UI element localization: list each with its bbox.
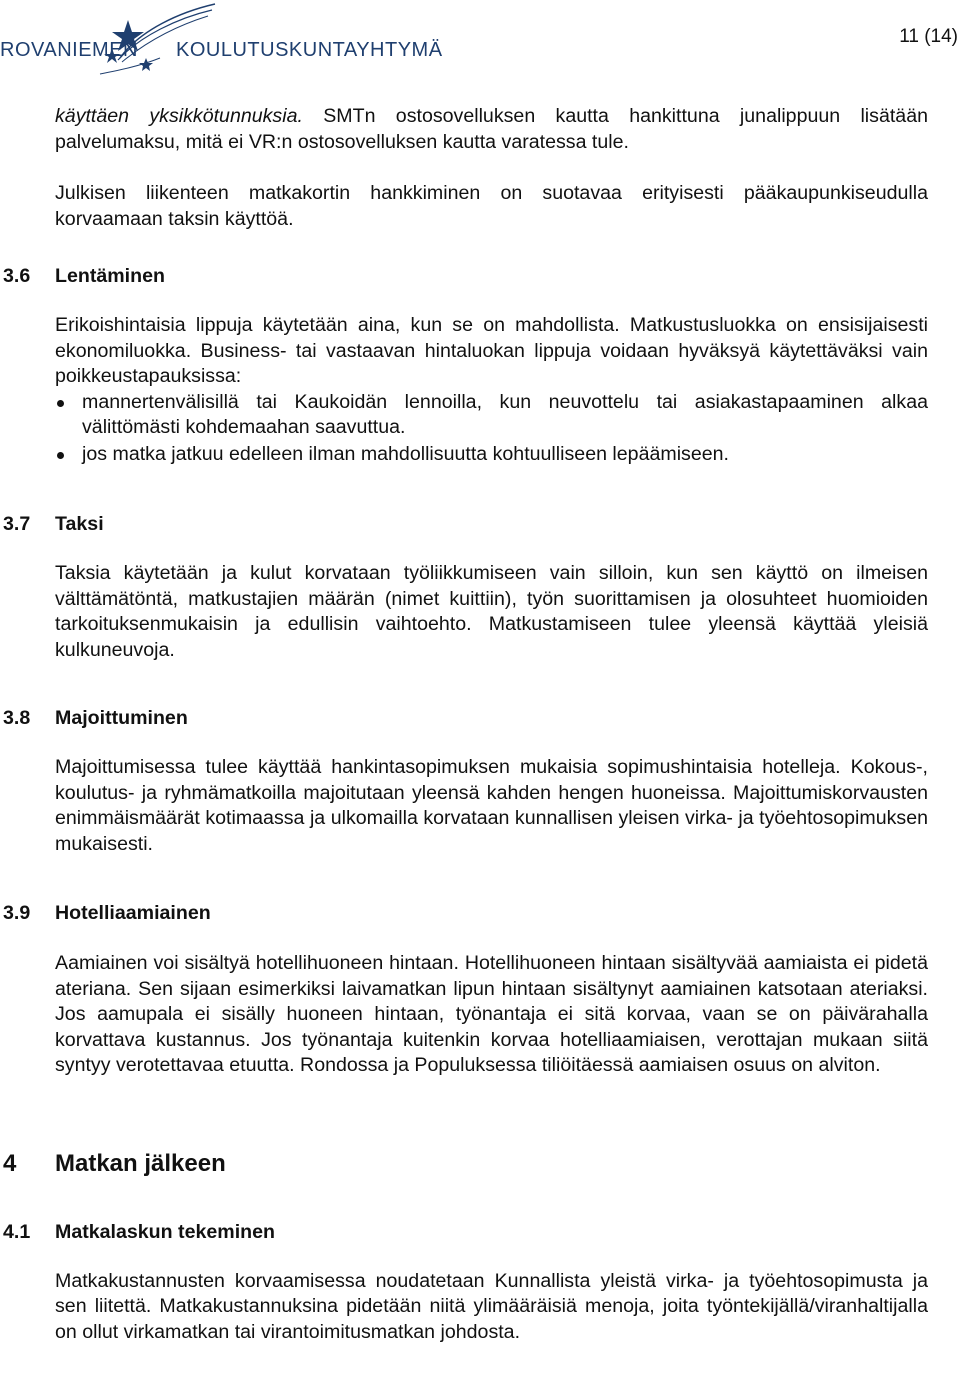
section-heading-3-9 [0, 901, 960, 927]
paragraph-taksi: Taksia käytetään ja kulut korvataan työliikkumiseen vain silloin, kun sen käyttö on ilmeisen välttämätöntä, matkustajien määrän (nimet kuittiin), työn suorittamisen ja olosuhteet huomioiden tarkoituksenmukaisin ja edullisin vaihtoehto. Matkustamiseen tulee yleensä käyttää yleisiä kulkuneuvoja. [55, 562, 928, 661]
page-number: 11 (14) [899, 26, 958, 47]
section-title: Majoittuminen [55, 706, 188, 729]
list-item: mannertenvälisillä tai Kaukoidän lennoilla, kun neuvottelu tai asiakastapaaminen alkaa välittömästi kohdemaahan saavuttua. [55, 390, 928, 441]
paragraph-hotelliaamiainen: Aamiainen voi sisältyä hotellihuoneen hintaan. Hotellihuoneen hintaan sisältyvää aamiaista ei pidetä ateriana. Sen sijaan esimerkiksi laivamatkan lipun hintaan sisältynyt aamiainen katsotaan ateriaksi. Jos aamupala ei sisälly huoneen hintaan, työnantaja ei sitä korvaa, vaan se on päivärahalla korvattava kustannus. Jos työnantaja kuitenkin korvaa hotelliaamiaisen, verottajan mukaan siitä syntyy verotettavaa etuutta. Rondossa ja Populuksessa tiliöitäessä aamiaisen osuus on alviton. [55, 952, 928, 1077]
section-title: Taksi [55, 512, 104, 535]
section-title: Matkalaskun tekeminen [55, 1221, 275, 1244]
section-number: 3.6 [3, 265, 31, 288]
section-number: 3.8 [3, 706, 31, 729]
page-header [0, 0, 960, 80]
paragraph-lentaminen: Erikoishintaisia lippuja käytetään aina, kun se on mahdollista. Matkustusluokka on ensisijaisesti ekonomiluokka. Business- tai vastaavan hintaluokan lippuja voidaan hyväksyä käytettäväksi vain poikkeustapauksissa: [55, 313, 928, 388]
section-title: Hotelliaamiainen [55, 902, 211, 925]
organization-logo [0, 0, 443, 80]
section-number: 3.7 [3, 512, 31, 535]
chapter-number: 4 [3, 1150, 17, 1178]
section-heading-3-7 [0, 512, 960, 538]
intro-italic-text: käyttäen yksikkötunnuksia. [55, 105, 303, 127]
logo-text-rovaniemen: ROVANIEMEN [0, 39, 138, 61]
section-number: 4.1 [3, 1221, 31, 1244]
intro-text: SMTn ostosovelluksen kautta hankittuna junalippuun lisätään palvelumaksu, mitä ei VR:n ostosovelluksen kautta varatessa tule. [55, 105, 928, 153]
document-body [0, 104, 960, 1345]
section-number: 3.9 [3, 902, 31, 925]
chapter-title: Matkan jälkeen [55, 1150, 226, 1178]
section-heading-4-1 [0, 1220, 960, 1246]
bullet-list [55, 390, 928, 468]
section-heading-3-6 [0, 264, 960, 290]
paragraph-matkalasku: Matkakustannusten korvaamisessa noudatetaan Kunnallista yleistä virka- ja työehtosopimusta ja sen liitettä. Matkakustannuksina pidetään niitä ylimääräisiä menoja, joita työntekijällä/viranhaltijalla on ollut virkamatkan tai virantoimitusmatkan johdosta. [55, 1269, 928, 1343]
chapter-heading-4 [0, 1149, 960, 1179]
section-heading-3-8 [0, 706, 960, 732]
paragraph-julkisen: Julkisen liikenteen matkakortin hankkiminen on suotavaa erityisesti pääkaupunkiseudulla korvaamaan taksin käyttöä. [55, 182, 928, 230]
list-item: jos matka jatkuu edelleen ilman mahdollisuutta kohtuulliseen lepäämiseen. [55, 442, 928, 468]
section-title: Lentäminen [55, 265, 165, 288]
paragraph-intro [55, 104, 928, 155]
logo-text-koulutuskuntayhtyma: KOULUTUSKUNTAYHTYMÄ [176, 39, 443, 61]
paragraph-majoittuminen: Majoittumisessa tulee käyttää hankintasopimuksen mukaisia sopimushintaisia hotelleja. Kokous-, koulutus- ja ryhmämatkoilla majoitutaan yleensä kahden hengen huoneissa. Majoittumiskorvausten enimmäismäärät kotimaassa ja ulkomailla korvataan kunnallisen yleisen virka- ja työehtosopimuksen mukaisesti. [55, 756, 928, 855]
